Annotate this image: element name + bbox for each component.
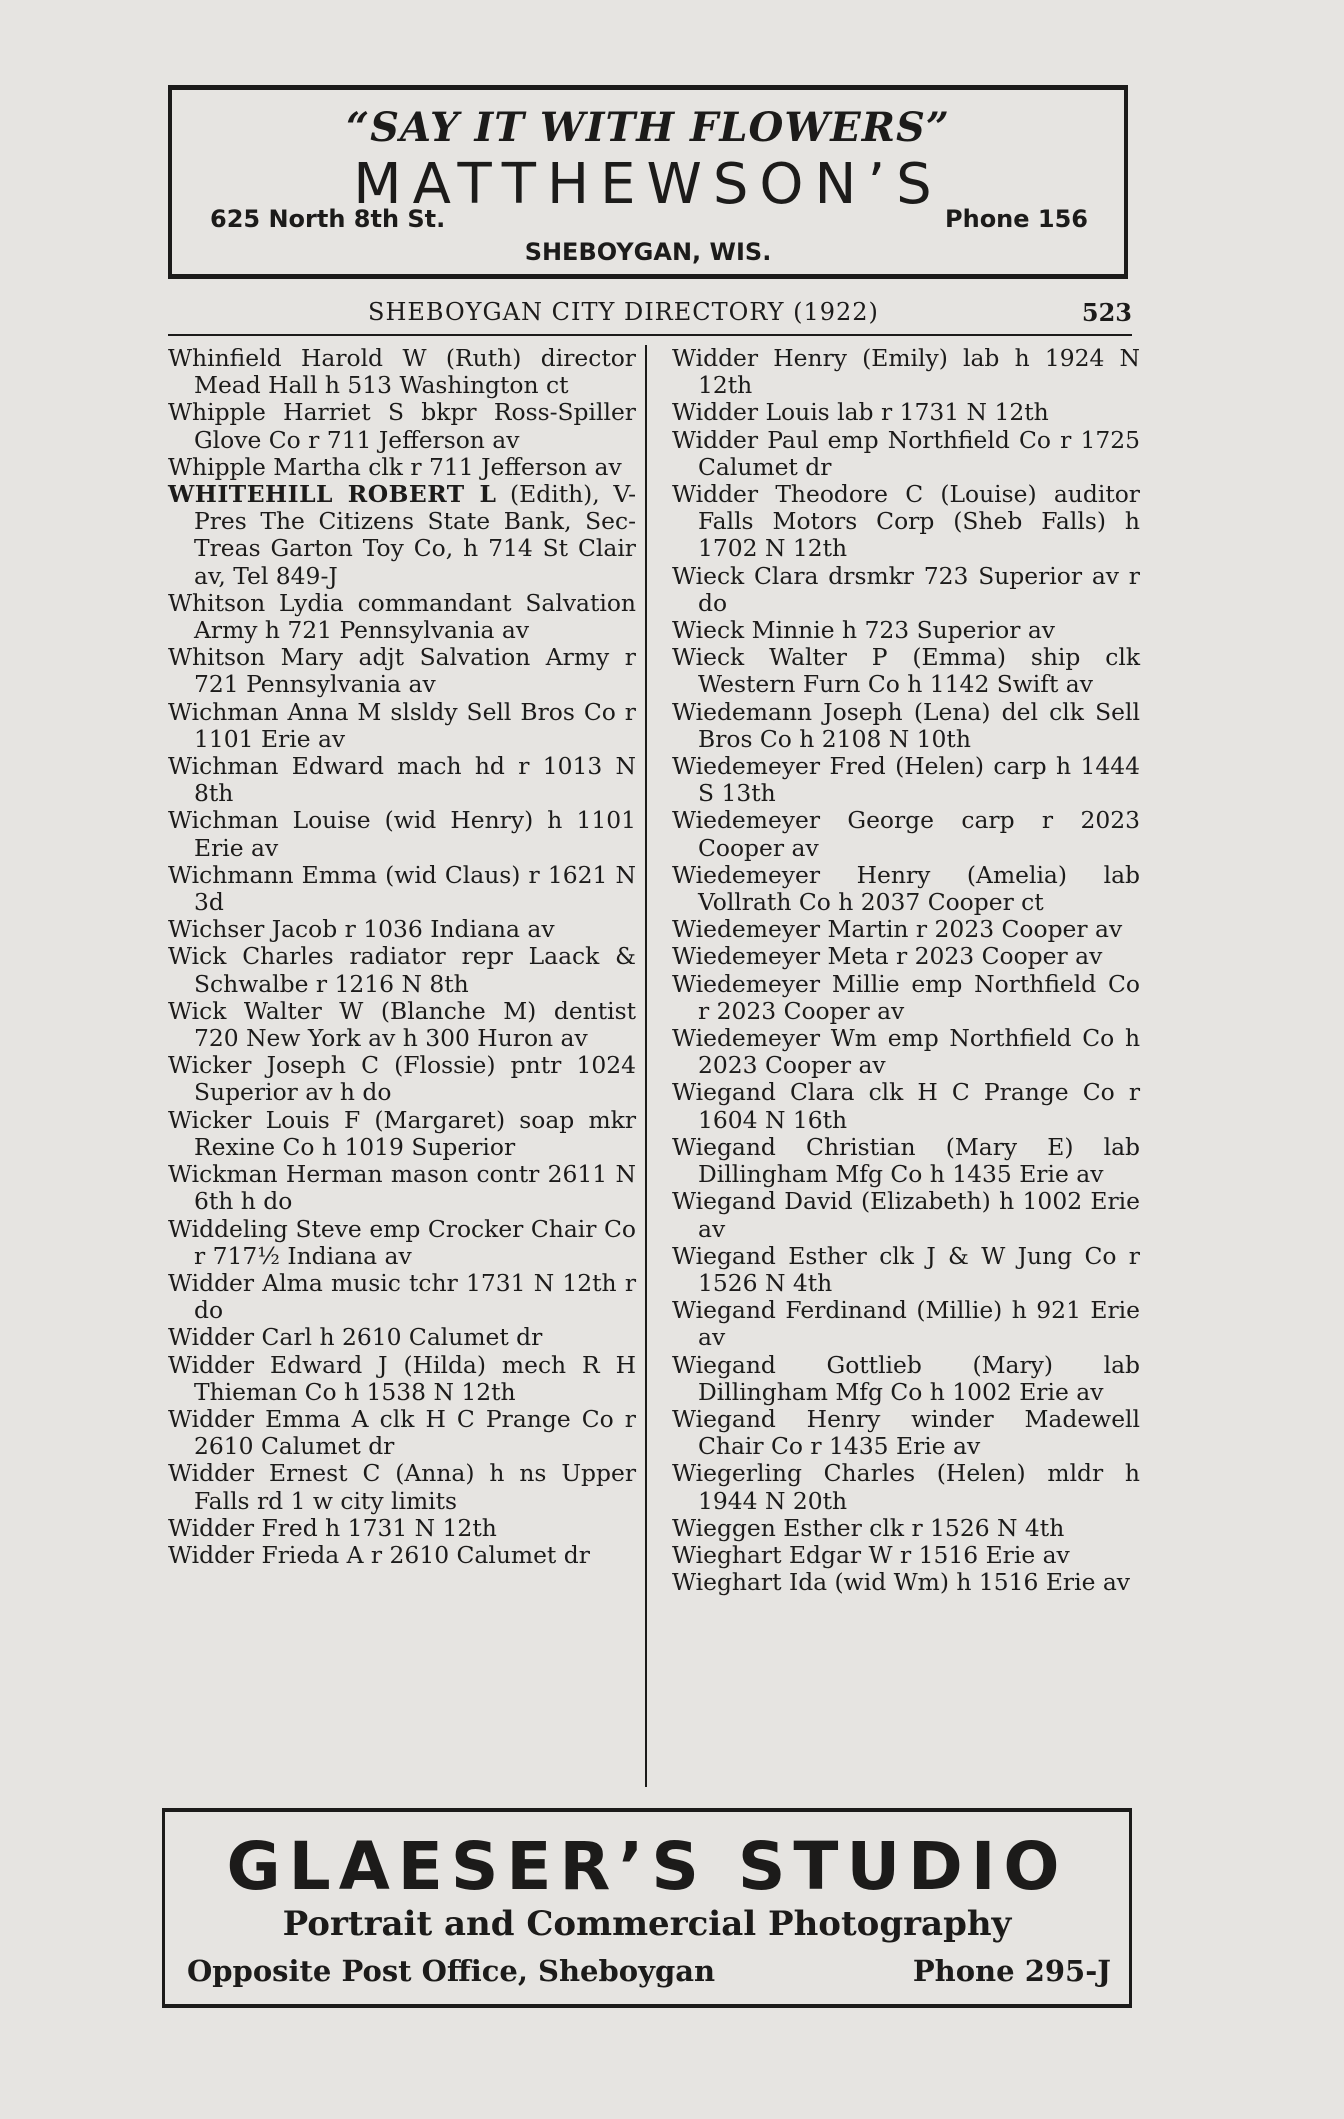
directory-entry <box>168 590 636 644</box>
entry-name: Wiedemeyer George <box>672 806 934 835</box>
entry-name: Whipple Harriet S <box>168 398 404 427</box>
flower-shop-advertisement <box>168 85 1128 279</box>
directory-entry <box>168 943 636 997</box>
entry-name: Wiedemeyer Millie <box>672 969 900 998</box>
entry-name: Wiegerling Charles <box>672 1459 916 1488</box>
directory-entry <box>672 1460 1140 1514</box>
entry-details: (Flossie) pntr 1024 Superior av h do <box>194 1051 636 1107</box>
entry-name: Whitson Lydia <box>168 588 344 617</box>
directory-entry <box>168 345 636 399</box>
directory-entry <box>672 1352 1140 1406</box>
directory-entry <box>168 807 636 861</box>
ad-slogan: “SAY IT WITH FLOWERS” <box>346 104 950 151</box>
entry-name: Wichman Edward <box>168 752 384 781</box>
entry-details: lab r 1731 N 12th <box>829 398 1049 427</box>
entry-name: Wieck Clara <box>672 561 819 590</box>
studio-location: Opposite Post Office, Sheboygan <box>187 1954 716 1988</box>
entry-details: h 2610 Calumet dr <box>312 1323 543 1352</box>
entry-details: (Emily) lab h 1924 N 12th <box>698 344 1140 400</box>
column-divider <box>645 345 647 1787</box>
studio-advertisement <box>162 1808 1132 2008</box>
entry-name: Wick Charles <box>168 942 334 971</box>
directory-entry <box>168 644 636 698</box>
entry-details: emp Northfield Co r 1725 Calumet dr <box>698 425 1140 481</box>
directory-entry <box>672 699 1140 753</box>
directory-entry <box>168 1515 636 1542</box>
directory-entry <box>168 1406 636 1460</box>
entry-name: Widdeling Steve <box>168 1214 362 1243</box>
entry-details: adjt Salvation Army r 721 Pennsylvania av <box>194 643 636 699</box>
entry-details: mason contr 2611 N 6th h do <box>194 1160 636 1216</box>
directory-entry <box>672 1243 1140 1297</box>
directory-entry <box>168 1216 636 1270</box>
directory-entry <box>672 1025 1140 1079</box>
directory-entry <box>672 916 1140 943</box>
entry-name: Wieggen Esther <box>672 1513 862 1542</box>
entry-name: Wiegand Clara <box>672 1078 855 1107</box>
studio-name: GLAESER’S STUDIO <box>226 1828 1068 1905</box>
entry-details: (Ruth) director Mead Hall h 513 Washington ct <box>194 344 636 400</box>
entry-name: Widder Paul <box>672 425 819 454</box>
directory-entry <box>168 1324 636 1351</box>
directory-entry <box>168 753 636 807</box>
entry-name: Widder Louis <box>672 398 830 427</box>
directory-entry <box>168 454 636 481</box>
entry-name: Wickman Herman <box>168 1160 383 1189</box>
entry-name: Wiedemann Joseph <box>672 697 903 726</box>
entry-details: r 2023 Cooper av <box>908 915 1123 944</box>
directory-entry <box>168 699 636 753</box>
directory-entry <box>672 1515 1140 1542</box>
entry-details: emp Northfield Co r 2023 Cooper av <box>698 969 1140 1025</box>
directory-entry <box>672 1569 1140 1596</box>
entry-details: commandant Salvation Army h 721 Pennsylvania av <box>194 588 637 645</box>
entry-details: (Anna) h ns Upper Falls rd 1 w city limits <box>194 1459 636 1515</box>
entry-name: Widder Carl <box>168 1323 313 1352</box>
entry-name: Widder Edward J <box>168 1350 388 1379</box>
directory-entry <box>672 617 1140 644</box>
directory-entry <box>168 1161 636 1215</box>
entry-name: Widder Theodore C <box>672 480 924 509</box>
entry-details: (wid Wm) h 1516 Erie av <box>827 1568 1131 1597</box>
entry-details: (Helen) mldr h 1944 N 20th <box>698 1459 1140 1515</box>
entry-details: music tchr 1731 N 12th r do <box>194 1268 637 1325</box>
ad-city: SHEBOYGAN, WIS. <box>524 238 772 266</box>
entry-name: Wieck Minnie <box>672 616 835 645</box>
directory-entry <box>672 1079 1140 1133</box>
entry-details: (Emma) ship clk Western Furn Co h 1142 Swift av <box>698 643 1140 699</box>
entry-name: Widder Henry <box>672 344 847 372</box>
directory-entry <box>168 1052 636 1106</box>
directory-entry <box>672 753 1140 807</box>
entry-details: clk J & W Jung Co r 1526 N 4th <box>698 1241 1140 1297</box>
directory-entry <box>672 644 1140 698</box>
entry-name: Whipple Martha <box>168 452 361 481</box>
entry-details: (Mary) lab Dillingham Mfg Co h 1002 Erie av <box>698 1350 1140 1406</box>
entry-name: Wicker Louis F <box>168 1105 361 1134</box>
directory-entry <box>168 998 636 1052</box>
page-header <box>168 298 1132 336</box>
entry-details: (Margaret) soap mkr Rexine Co h 1019 Superior <box>194 1105 636 1161</box>
entry-name: Wiegand Ferdinand <box>672 1296 907 1325</box>
entry-details: r 2610 Calumet dr <box>363 1540 590 1569</box>
entry-details: (Lena) del clk Sell Bros Co h 2108 N 10th <box>698 697 1140 753</box>
directory-title: SHEBOYGAN CITY DIRECTORY (1922) <box>368 298 879 326</box>
entry-details: h 1731 N 12th <box>317 1513 497 1542</box>
directory-entry <box>672 563 1140 617</box>
entry-details: (Helen) carp h 1444 S 13th <box>698 752 1140 808</box>
entry-details: h 723 Superior av <box>834 616 1055 645</box>
entry-details: (wid Claus) r 1621 N 3d <box>194 860 636 917</box>
entry-name: Wiegand Esther <box>672 1241 867 1270</box>
directory-entry <box>168 916 636 943</box>
entry-details: bkpr Ross-Spiller Glove Co r 711 Jefferson av <box>194 398 636 454</box>
entry-details: (Elizabeth) h 1002 Erie av <box>698 1187 1140 1243</box>
studio-phone: Phone 295-J <box>912 1954 1111 1988</box>
directory-entry <box>672 399 1140 426</box>
entry-name: Widder Fred <box>168 1513 318 1542</box>
entry-name: Widder Emma A <box>168 1404 369 1433</box>
ad-address: 625 North 8th St. <box>210 205 446 233</box>
entry-name: Wick Walter W <box>168 996 364 1025</box>
directory-entry <box>672 807 1140 861</box>
page-number: 523 <box>1081 298 1132 327</box>
entry-details: radiator repr Laack & Schwalbe r 1216 N 8th <box>194 942 636 998</box>
entry-name: Wichser Jacob <box>168 915 338 944</box>
entry-name: Wiegand Christian <box>672 1132 916 1161</box>
directory-entry <box>168 1460 636 1514</box>
entry-details: (Hilda) mech R H Thieman Co h 1538 N 12th <box>194 1350 637 1406</box>
directory-entry <box>672 943 1140 970</box>
entry-name: Wiedemeyer Fred <box>672 752 886 781</box>
entry-name: Widder Ernest C <box>168 1459 381 1488</box>
entry-name: Whitson Mary <box>168 643 343 672</box>
entry-name: Wieghart Edgar W <box>672 1540 893 1569</box>
entry-name: Wiegand Gottlieb <box>672 1350 922 1379</box>
directory-entry <box>672 1297 1140 1351</box>
entry-details: r 1036 Indiana av <box>337 915 555 944</box>
entry-name: Wiedemeyer Meta <box>672 942 889 971</box>
entry-details: (wid Henry) h 1101 Erie av <box>194 806 636 862</box>
entry-details: drsmkr 723 Superior av r do <box>698 561 1140 617</box>
studio-tagline: Portrait and Commercial Photography <box>282 1904 1012 1944</box>
directory-entry <box>672 971 1140 1025</box>
directory-entry <box>672 345 1140 399</box>
entry-details: slsldy Sell Bros Co r 1101 Erie av <box>194 697 636 753</box>
directory-entry <box>168 1542 636 1569</box>
entry-details: (Blanche M) dentist 720 New York av h 300 Huron av <box>194 996 637 1053</box>
entry-details: carp r 2023 Cooper av <box>698 806 1140 862</box>
directory-entry <box>672 1134 1140 1188</box>
entry-details: r 2023 Cooper av <box>888 942 1103 971</box>
entry-details: (Edith), V-Pres The Citizens State Bank, Sec-Treas Garton Toy Co, h 714 St Clair av, Tel 849-J <box>194 480 637 590</box>
entry-name: WHITEHILL ROBERT L <box>168 480 497 509</box>
right-column <box>672 345 1140 1596</box>
entry-name: Wichman Anna M <box>168 697 382 726</box>
entry-name: Widder Frieda A <box>168 1540 364 1569</box>
directory-entry <box>672 1188 1140 1242</box>
entry-details: (Louise) auditor Falls Motors Corp (Sheb Falls) h 1702 N 12th <box>698 480 1140 563</box>
entry-details: winder Madewell Chair Co r 1435 Erie av <box>698 1404 1140 1461</box>
directory-entry <box>168 862 636 916</box>
directory-entry <box>168 1270 636 1324</box>
entry-details: clk H C Prange Co r 1604 N 16th <box>698 1078 1141 1134</box>
entry-details: mach hd r 1013 N 8th <box>194 752 636 808</box>
entry-name: Wicker Joseph C <box>168 1051 379 1080</box>
entry-details: emp Crocker Chair Co r 717½ Indiana av <box>194 1214 636 1270</box>
directory-entry <box>672 481 1140 563</box>
directory-entry <box>168 1107 636 1161</box>
directory-entry <box>168 1352 636 1406</box>
entry-details: clk H C Prange Co r 2610 Calumet dr <box>194 1404 636 1461</box>
entry-details: r 1516 Erie av <box>892 1540 1070 1569</box>
entry-name: Wieck Walter P <box>672 643 888 672</box>
ad-phone: Phone 156 <box>945 205 1088 233</box>
entry-details: emp Northfield Co h 2023 Cooper av <box>698 1024 1141 1080</box>
entry-details: (Millie) h 921 Erie av <box>698 1296 1140 1352</box>
entry-details: clk r 1526 N 4th <box>861 1513 1065 1542</box>
entry-name: Wiedemeyer Henry <box>672 860 931 889</box>
entry-details: (Mary E) lab Dillingham Mfg Co h 1435 Erie av <box>698 1132 1140 1189</box>
entry-name: Wiedemeyer Wm <box>672 1024 877 1053</box>
ad-brand-name: MATTHEWSON’S <box>353 152 943 217</box>
directory-entry <box>672 1542 1140 1569</box>
entry-name: Widder Alma <box>168 1268 323 1297</box>
entry-name: Wichman Louise <box>168 806 371 835</box>
directory-entry <box>168 481 636 590</box>
directory-entry <box>672 427 1140 481</box>
entry-name: Wieghart Ida <box>672 1568 828 1597</box>
entry-details: clk r 711 Jefferson av <box>360 452 622 481</box>
entry-name: Wichmann Emma <box>168 860 378 889</box>
entry-details: (Amelia) lab Vollrath Co h 2037 Cooper ct <box>698 860 1140 917</box>
entry-name: Wiegand Henry <box>672 1404 881 1433</box>
directory-entry <box>672 862 1140 916</box>
entry-name: Wiegand David <box>672 1187 853 1216</box>
entry-name: Wiedemeyer Martin <box>672 915 909 944</box>
entry-name: Whinfield Harold W <box>168 344 427 372</box>
directory-entry <box>672 1406 1140 1460</box>
left-column <box>168 345 636 1569</box>
directory-entry <box>168 399 636 453</box>
